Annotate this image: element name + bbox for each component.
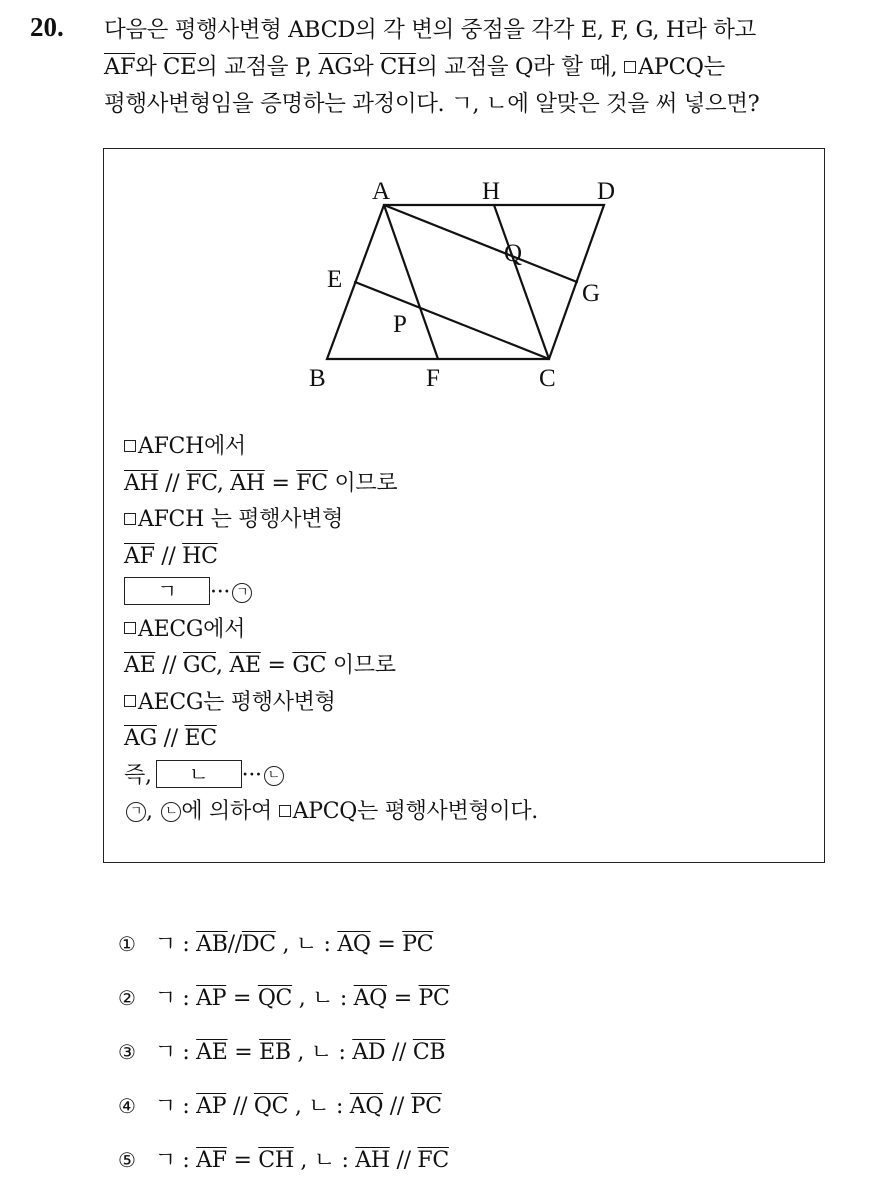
segment: $\overline{AE}$ <box>229 653 261 678</box>
proof-line <box>124 758 538 795</box>
operator: // <box>227 932 242 957</box>
text: , <box>282 932 290 957</box>
text: , <box>216 470 224 496</box>
proof-line <box>124 466 538 503</box>
text: ㄴ : <box>295 932 331 957</box>
segment: $\overline{FC}$ <box>186 470 217 496</box>
question-text <box>104 12 874 123</box>
operator: // <box>396 1148 411 1173</box>
figure-lines <box>327 205 604 359</box>
proof-line <box>124 502 538 539</box>
proof-lines <box>124 429 538 831</box>
circled-label-2: ㄴ <box>264 766 284 786</box>
label-g: G <box>582 280 601 307</box>
proof-line <box>124 575 538 612</box>
text: AECG에서 <box>138 616 246 642</box>
blank-box-1: ㄱ <box>124 577 210 605</box>
label-d: D <box>597 178 616 205</box>
equals-symbol: = <box>267 653 286 678</box>
label-q: Q <box>504 240 523 267</box>
choice-5[interactable] <box>118 1136 450 1190</box>
operator: = <box>234 1040 253 1065</box>
segment: $\overline{AG}$ <box>124 726 157 751</box>
text: 이므로 <box>332 653 396 678</box>
text: 즉, <box>124 762 152 788</box>
segment: $\overline{CE}$ <box>163 54 197 80</box>
text: ㄱ : <box>154 986 190 1011</box>
segment: $\overline{QC}$ <box>253 1094 289 1119</box>
operator: = <box>233 1148 252 1173</box>
text: 와 <box>135 54 157 80</box>
square-symbol <box>124 440 136 452</box>
label-f: F <box>426 365 440 392</box>
equals-symbol: = <box>271 470 290 496</box>
text: ㄴ : <box>313 1148 349 1173</box>
segment: $\overline{AH}$ <box>355 1148 390 1173</box>
segment: $\overline{AQ}$ <box>353 986 387 1011</box>
segment: $\overline{AD}$ <box>352 1040 386 1065</box>
segment: $\overline{HC}$ <box>182 543 218 569</box>
text: ㄴ : <box>308 1094 344 1119</box>
segment: $\overline{AP}$ <box>196 1094 227 1119</box>
operator: = <box>393 986 412 1011</box>
dots: ··· <box>241 762 262 788</box>
question-line-1: 다음은 평행사변형 ABCD의 각 변의 중점을 각각 E, F, G, H라 하고 <box>104 17 756 43</box>
text: ㄱ : <box>154 1040 190 1065</box>
segment: $\overline{AF}$ <box>124 543 155 569</box>
proof-line <box>124 429 538 466</box>
question-line-3: 평행사변형임을 증명하는 과정이다. ㄱ, ㄴ에 알맞은 것을 써 넣으면? <box>104 91 760 117</box>
text: , <box>297 1040 305 1065</box>
proof-line <box>124 612 538 649</box>
text: APCQ는 평행사변형이다. <box>292 799 538 824</box>
question-number: 20. <box>30 12 64 42</box>
text: 에 의하여 <box>181 799 272 824</box>
label-b: B <box>309 365 326 392</box>
answer-choices <box>118 920 450 1190</box>
choice-3[interactable] <box>118 1028 450 1082</box>
segment: $\overline{QC}$ <box>257 986 293 1011</box>
segment: $\overline{PC}$ <box>410 1094 442 1119</box>
circled-label-2: ㄴ <box>161 802 181 822</box>
text: AFCH 는 평행사변형 <box>138 507 344 532</box>
choice-number: ② <box>118 986 136 1010</box>
segment: $\overline{AP}$ <box>196 986 227 1011</box>
segment: $\overline{AH}$ <box>230 470 265 496</box>
square-symbol <box>124 695 136 707</box>
text: , <box>300 1148 308 1173</box>
proof-line <box>124 721 538 758</box>
segment: $\overline{CH}$ <box>258 1148 294 1173</box>
segment: $\overline{FC}$ <box>296 470 328 496</box>
segment: $\overline{FC}$ <box>417 1148 449 1173</box>
text: ㄴ : <box>310 1040 346 1065</box>
text: AFCH에서 <box>138 434 246 459</box>
parallel-symbol: // <box>162 653 177 678</box>
segment: $\overline{GC}$ <box>292 653 327 678</box>
text: APCQ는 <box>638 54 725 80</box>
label-p: P <box>393 311 407 338</box>
choice-1[interactable] <box>118 920 450 974</box>
text: AECG는 평행사변형 <box>138 689 336 715</box>
segment: $\overline{CB}$ <box>412 1040 446 1065</box>
choice-4[interactable] <box>118 1082 450 1136</box>
segment: $\overline{AE}$ <box>196 1040 228 1065</box>
parallel-symbol: // <box>165 470 180 496</box>
segment: $\overline{GC}$ <box>183 653 217 678</box>
text: ㄱ : <box>154 932 190 957</box>
question-line-2 <box>104 49 874 86</box>
segment-ag <box>384 205 577 282</box>
operator: // <box>389 1094 405 1119</box>
square-symbol <box>124 513 136 525</box>
text: , <box>298 986 306 1011</box>
choice-2[interactable] <box>118 974 450 1028</box>
segment: $\overline{CH}$ <box>380 54 417 80</box>
segment: $\overline{PC}$ <box>402 932 434 957</box>
operator: = <box>377 932 396 957</box>
segment-ec <box>355 282 549 359</box>
parallelogram-figure <box>309 167 619 402</box>
text: , <box>216 653 223 678</box>
label-e: E <box>327 266 343 293</box>
proof-line <box>124 648 538 685</box>
segment-hc <box>494 205 549 359</box>
proof-line <box>124 539 538 576</box>
dots: ··· <box>210 580 231 605</box>
square-symbol <box>124 622 136 634</box>
segment: $\overline{AF}$ <box>104 54 136 80</box>
segment: $\overline{AH}$ <box>124 470 159 496</box>
text: , <box>294 1094 302 1119</box>
operator: // <box>391 1040 407 1065</box>
square-symbol <box>624 61 636 73</box>
choice-number: ⑤ <box>118 1148 136 1172</box>
text: 와 <box>352 54 374 80</box>
choice-number: ① <box>118 932 136 956</box>
segment: $\overline{AE}$ <box>124 653 156 678</box>
square-symbol <box>279 805 291 817</box>
choice-number: ④ <box>118 1094 136 1118</box>
text: ㄱ : <box>154 1094 190 1119</box>
segment: $\overline{AF}$ <box>196 1148 227 1173</box>
segment: $\overline{EB}$ <box>259 1040 291 1065</box>
parallelogram-abcd <box>327 205 604 359</box>
segment: $\overline{EC}$ <box>184 726 217 751</box>
parallel-symbol: // <box>161 543 176 569</box>
segment: $\overline{AG}$ <box>318 54 352 80</box>
parallel-symbol: // <box>163 726 178 751</box>
label-a: A <box>372 178 391 205</box>
circled-label-1: ㄱ <box>232 583 252 603</box>
operator: // <box>232 1094 248 1119</box>
circled-label-1: ㄱ <box>126 802 146 822</box>
proof-line <box>124 794 538 831</box>
operator: = <box>232 986 252 1011</box>
blank-box-2: ㄴ <box>156 760 242 788</box>
proof-box <box>103 148 825 863</box>
text: 의 교점을 Q라 할 때, <box>416 54 618 80</box>
text: ㄱ : <box>154 1148 190 1173</box>
label-c: C <box>539 365 556 392</box>
label-h: H <box>482 178 501 205</box>
text: 의 교점을 P, <box>196 54 312 80</box>
segment: $\overline{PC}$ <box>418 986 450 1011</box>
segment: $\overline{AB}$ <box>196 932 228 957</box>
text: ㄴ : <box>312 986 347 1011</box>
proof-line <box>124 685 538 722</box>
segment: $\overline{DC}$ <box>241 932 276 957</box>
text: , <box>146 799 153 824</box>
choice-number: ③ <box>118 1040 136 1064</box>
segment: $\overline{AQ}$ <box>349 1094 384 1119</box>
text: 이므로 <box>334 470 398 496</box>
parallelogram-diagram <box>309 167 619 402</box>
segment: $\overline{AQ}$ <box>337 932 371 957</box>
